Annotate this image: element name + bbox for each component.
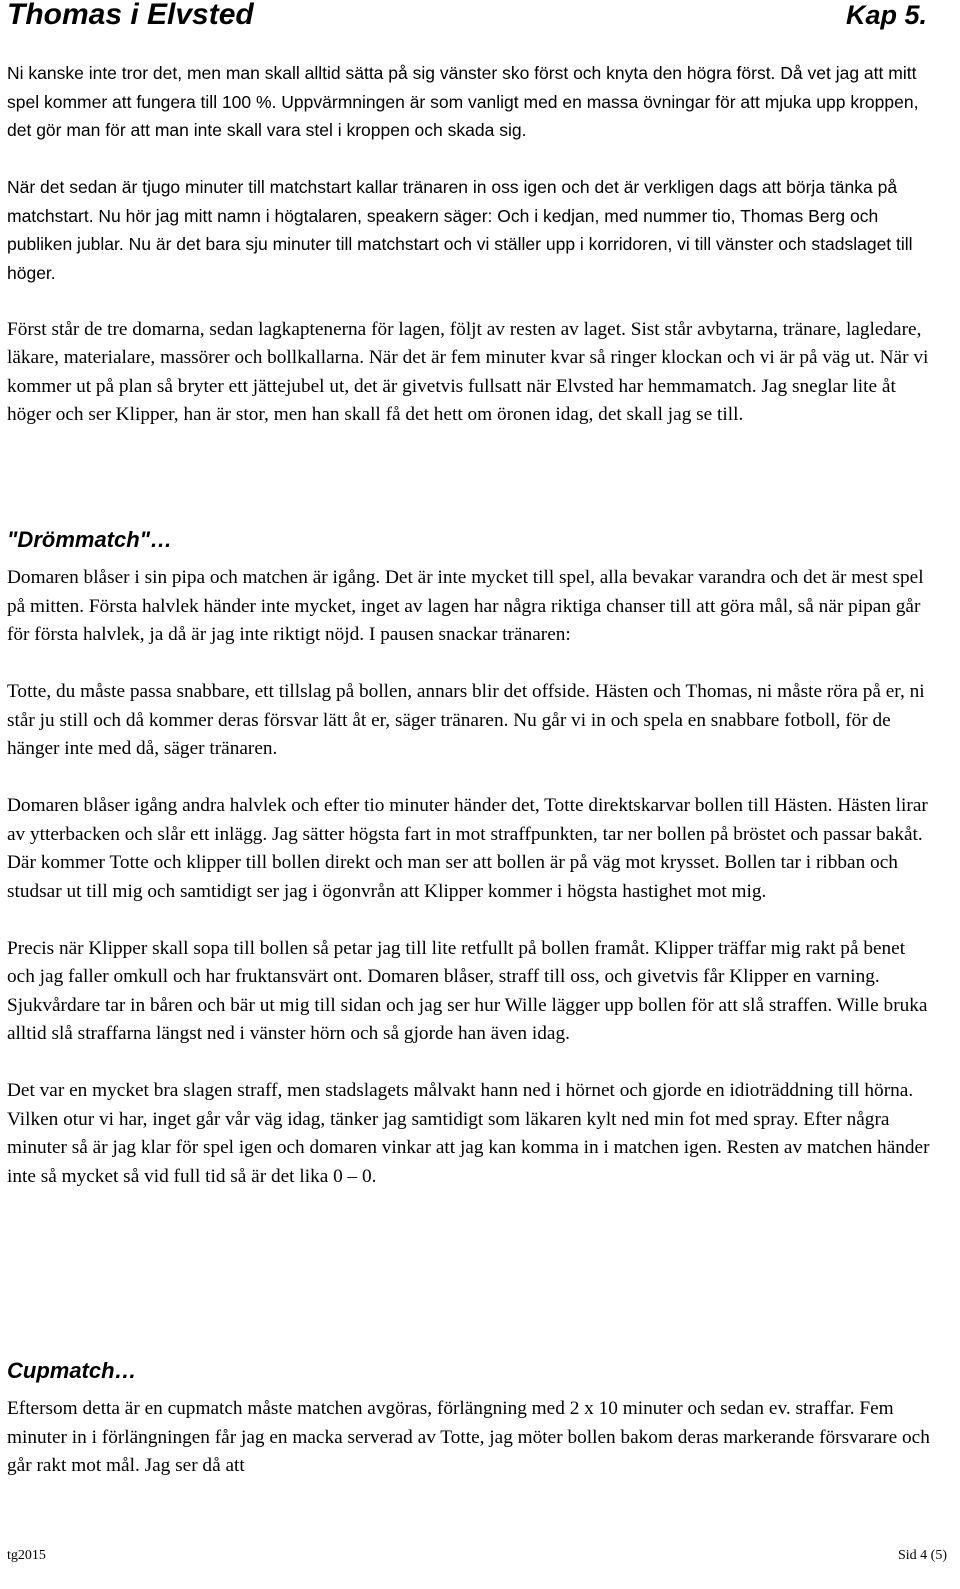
page-header <box>7 0 927 36</box>
paragraph: Det var en mycket bra slagen straff, men stadslagets målvakt hann ned i hörnet och gjorde en idioträddning till hörna. Vilken otur vi har, inget går vår väg idag, tänker jag samtidigt som läkaren kylt ned min fot med spray. Efter några minuter så är jag klar för spel igen och domaren vinkar att jag kan komma in i matchen igen. Resten av matchen händer inte så mycket så vid full tid så är det lika 0 – 0. <box>7 1080 930 1187</box>
story-title: Thomas i Elvsted <box>7 0 254 31</box>
paragraph: Först står de tre domarna, sedan lagkaptenerna för lagen, följt av resten av laget. Sist står avbytarna, tränare, lagledare, läkare, materialare, massörer och bollkallarna. När det är fem minuter kvar så ringer klockan och vi är på väg ut. När vi kommer ut på plan så bryter ett jättejubel ut, det är givetvis fullsatt när Elvsted har hemmamatch. Jag sneglar lite åt höger och ser Klipper, han är stor, men han skall få det hett om öronen idag, det skall jag se till. <box>7 318 929 425</box>
chapter-label: Kap 5. <box>845 0 927 30</box>
paragraph: Ni kanske inte tror det, men man skall alltid sätta på sig vänster sko först och knyta den högra först. Då vet jag att mitt spel kommer att fungera till 100 %. Uppvärmningen är som vanligt med en massa övningar för att mjuka upp kroppen, det gör man för att man inte skall vara stel i kroppen och skada sig. <box>7 63 919 140</box>
page-number: Sid 4 (5) <box>898 1548 947 1563</box>
paragraph: När det sedan är tjugo minuter till matchstart kallar tränaren in oss igen och det är verkligen dags att börja tänka på matchstart. Nu hör jag mitt namn i högtalaren, speakern säger: Och i kedjan, med nummer tio, Thomas Berg och publiken jublar. Nu är det bara sju minuter till matchstart och vi ställer upp i korridoren, vi till vänster och stadslaget till höger. <box>7 177 913 283</box>
paragraph: Eftersom detta är en cupmatch måste matchen avgöras, förlängning med 2 x 10 minuter och sedan ev. straffar. Fem minuter in i förlängningen får jag en macka serverad av Totte, jag möter bollen bakom deras markerande försvarare och går rakt mot mål. Jag ser då att <box>7 1398 930 1476</box>
section-cupmatch <box>7 1357 937 1481</box>
section-intro <box>7 59 937 430</box>
page-footer <box>7 1548 947 1568</box>
section-heading: Cupmatch… <box>7 1358 137 1383</box>
paragraph: Domaren blåser i sin pipa och matchen är igång. Det är inte mycket till spel, alla bevakar varandra och det är mest spel på mitten. Första halvlek händer inte mycket, inget av lagen har några riktiga chanser till att göra mål, så när pipan går för första halvlek, ja då är jag inte riktigt nöjd. I pausen snackar tränaren: <box>7 567 924 645</box>
paragraph: Domaren blåser igång andra halvlek och efter tio minuter händer det, Totte direktskarvar bollen till Hästen. Hästen lirar av ytterbacken och slår ett inlägg. Jag sätter högsta fart in mot straffpunkten, tar ner bollen på bröstet och passar bakåt. Där kommer Totte och klipper till bollen direkt och man ser att bollen är på väg mot krysset. Bollen tar i ribban och studsar ut till mig och samtidigt ser jag i ögonvrån att Klipper kommer i högsta hastighet mot mig. <box>7 795 928 902</box>
paragraph: Totte, du måste passa snabbare, ett tillslag på bollen, annars blir det offside. Hästen och Thomas, ni måste röra på er, ni står ju still och då kommer deras försvar lätt åt er, säger tränaren. Nu går vi in och spela en snabbare fotboll, för de hänger inte med då, säger tränaren. <box>7 681 925 759</box>
paragraph: Precis när Klipper skall sopa till bollen så petar jag till lite retfullt på bollen framåt. Klipper träffar mig rakt på benet och jag faller omkull och har fruktansvärt ont. Domaren blåser, straff till oss, och givetvis får Klipper en varning. Sjukvårdare tar in båren och bär ut mig till sidan och jag ser hur Wille lägger upp bollen för att slå straffen. Wille bruka alltid slå straffarna längst ned i vänster hörn och så gjorde han även idag. <box>7 937 928 1044</box>
section-drommatch <box>7 526 937 1191</box>
footer-author: tg2015 <box>7 1548 46 1563</box>
section-heading: "Drömmatch"… <box>7 527 173 552</box>
